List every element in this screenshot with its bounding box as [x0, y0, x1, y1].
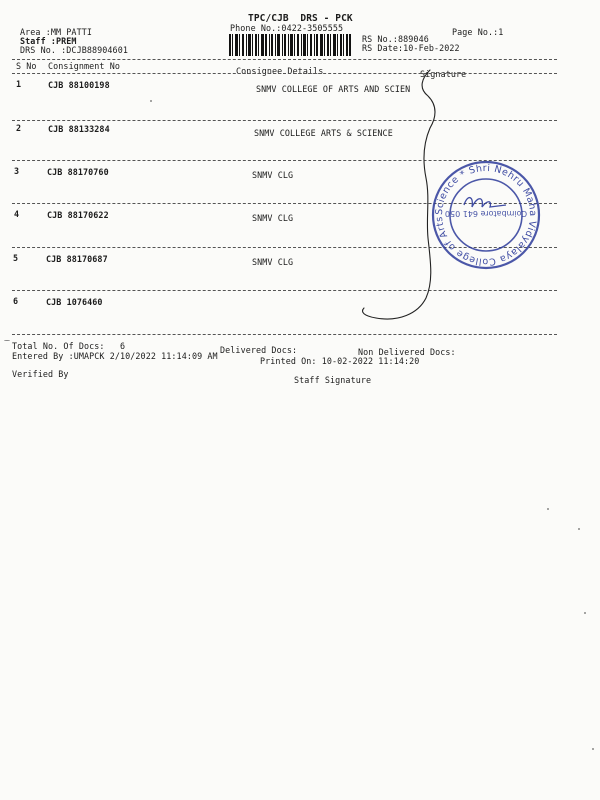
column-header-consignee: Consignee Details: [236, 66, 324, 76]
scan-speck: [592, 748, 594, 750]
row-2-sno: 2: [16, 123, 22, 133]
staff-signature-label: Staff Signature: [294, 375, 372, 385]
row-2-consignee: SNMV COLLEGE ARTS & SCIENCE: [254, 128, 393, 138]
rs-date: RS Date:10-Feb-2022: [362, 43, 460, 53]
row-5-consignee: SNMV CLG: [252, 257, 294, 267]
row-1-sno: 1: [16, 79, 22, 89]
column-header-divider: [12, 73, 557, 74]
row-3-sno: 3: [14, 166, 20, 176]
college-seal-stamp: [428, 157, 544, 273]
svg-text:Coimbatore 641 050: Coimbatore 641 050: [444, 209, 528, 218]
row-5-sno: 5: [13, 253, 19, 263]
verified-by: Verified By: [12, 369, 69, 379]
barcode: [229, 34, 351, 56]
column-header-signature: Signature: [420, 69, 467, 79]
footer-divider: [12, 334, 557, 335]
column-header-consignment: Consignment No: [48, 61, 120, 71]
page-number: Page No.:1: [452, 27, 504, 37]
printed-on: Printed On: 10-02-2022 11:14:20: [260, 356, 420, 366]
staff-label: Staff :PREM: [20, 36, 77, 46]
row-4-consignment: CJB 88170622: [47, 210, 109, 220]
row-5-consignment: CJB 88170687: [46, 254, 108, 264]
row-2-consignment: CJB 88133284: [48, 124, 110, 134]
row-1-consignee: SNMV COLLEGE OF ARTS AND SCIEN: [256, 84, 411, 94]
row-divider: [12, 290, 557, 291]
document-title: TPC/CJB DRS - PCK: [248, 13, 353, 24]
svg-text:Science * Shri Nehru Maha Vidy: Science * Shri Nehru Maha Vidyalaya College of Arts: [433, 162, 539, 268]
row-divider: [12, 120, 557, 121]
row-6-sno: 6: [13, 296, 19, 306]
row-4-sno: 4: [14, 209, 20, 219]
entered-by: Entered By :UMAPCK 2/10/2022 11:14:09 AM: [12, 351, 218, 361]
column-header-sno: S No: [16, 61, 37, 71]
non-delivered-docs: Non Delivered Docs:: [358, 347, 456, 357]
total-docs: Total No. Of Docs: 6: [12, 341, 126, 351]
scan-speck: [150, 100, 152, 102]
rs-number: RS No.:889046: [362, 34, 429, 44]
delivered-docs: Delivered Docs:: [220, 345, 298, 355]
header-divider: [12, 59, 557, 60]
row-6-consignment: CJB 1076460: [46, 297, 103, 307]
scan-speck: [578, 528, 580, 530]
row-3-consignee: SNMV CLG: [252, 170, 294, 180]
scan-speck: [4, 340, 10, 341]
row-3-consignment: CJB 88170760: [47, 167, 109, 177]
area-label: Area :MM PATTI: [20, 27, 92, 37]
phone-number: Phone No.:0422-3505555: [230, 23, 344, 33]
scan-speck: [584, 612, 586, 614]
drs-number: DRS No. :DCJB88904601: [20, 45, 128, 55]
scan-speck: [547, 508, 549, 510]
row-1-consignment: CJB 88100198: [48, 80, 110, 90]
row-4-consignee: SNMV CLG: [252, 213, 294, 223]
